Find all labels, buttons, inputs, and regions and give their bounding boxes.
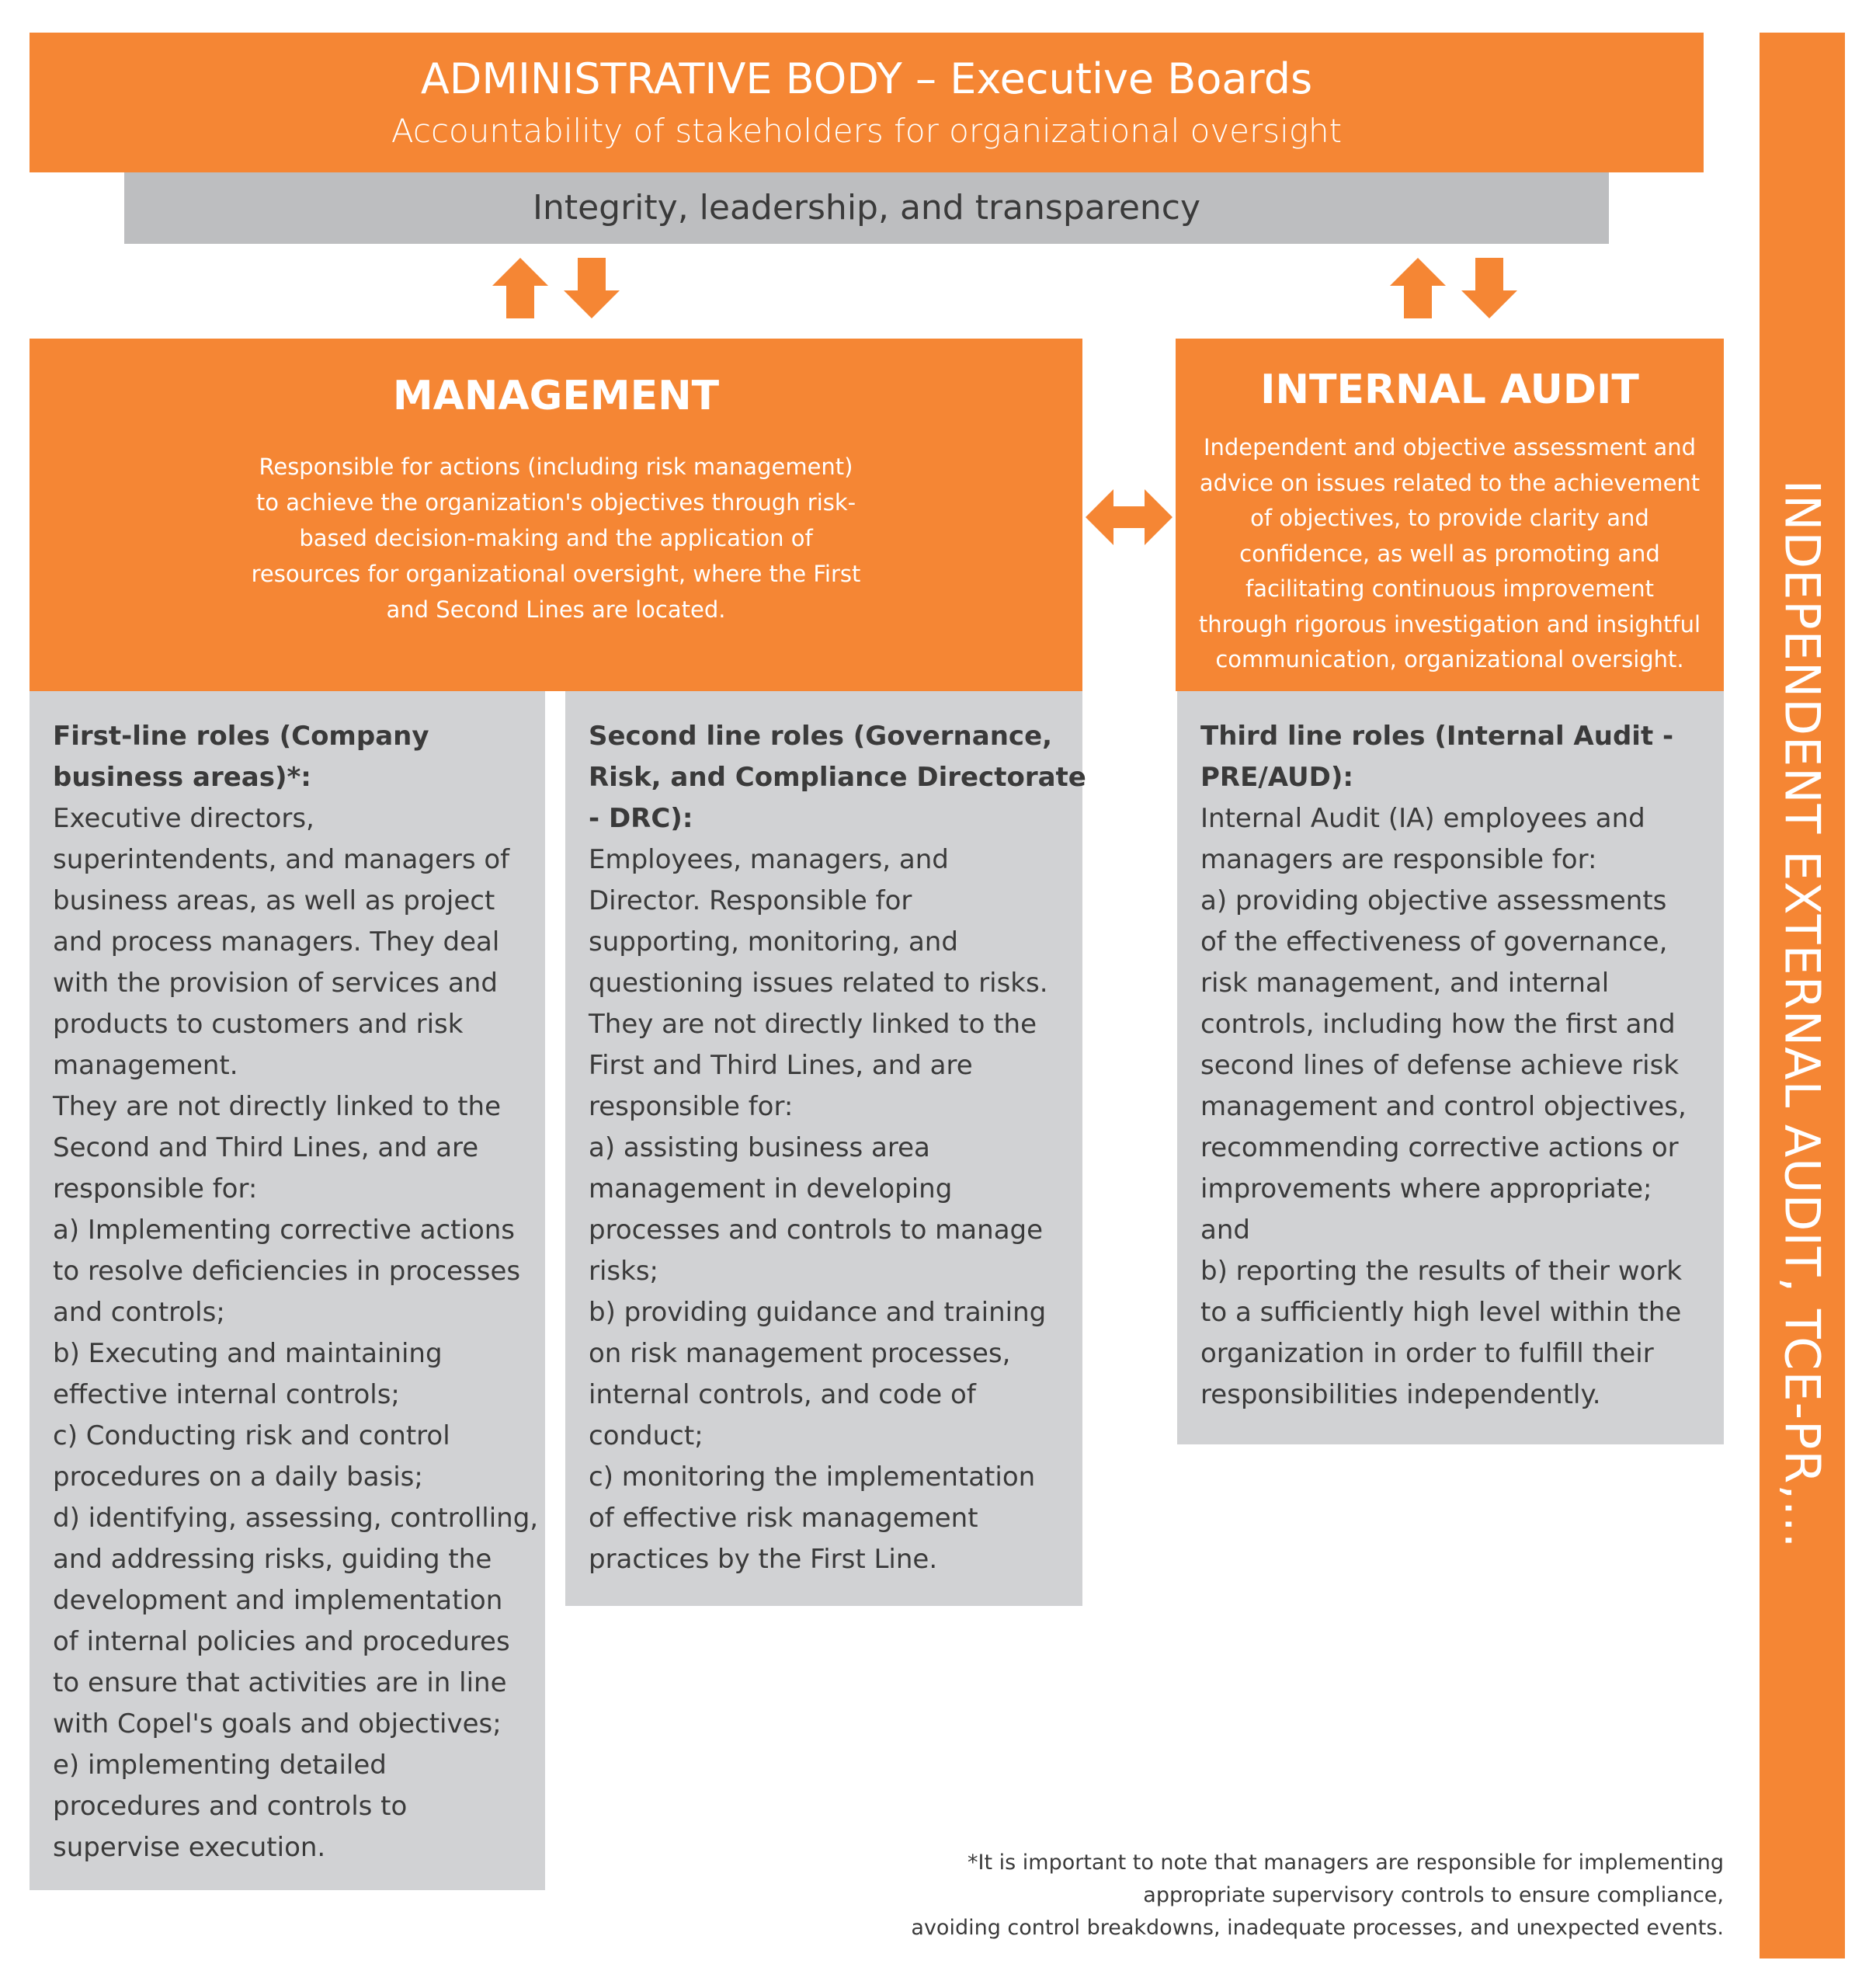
management-desc-line: based decision-making and the application of (299, 525, 813, 551)
second-line-text: internal controls, and code of (589, 1379, 976, 1410)
internal-audit-description (1182, 430, 1718, 678)
footnote-line: avoiding control breakdowns, inadequate processes, and unexpected events. (911, 1916, 1724, 1940)
third-line-text: improvements where appropriate; (1200, 1173, 1652, 1204)
administrative-body-title: ADMINISTRATIVE BODY – Executive Boards (420, 54, 1313, 103)
third-line-text: organization in order to fulfill their (1200, 1338, 1654, 1369)
second-line-text: on risk management processes, (589, 1338, 1011, 1369)
first-line-text: c) Conducting risk and control (53, 1420, 450, 1451)
first-line-text: supervise execution. (53, 1832, 326, 1863)
first-line-text: superintendents, and managers of (53, 844, 510, 875)
third-line-text: controls, including how the first and (1200, 1009, 1676, 1040)
down-arrow-icon (564, 258, 620, 318)
management-title: MANAGEMENT (392, 373, 720, 419)
up-down-arrows-icon-management (489, 258, 623, 320)
integrity-bar: Integrity, leadership, and transparency (124, 172, 1609, 244)
first-line-text: and controls; (53, 1297, 225, 1328)
third-line-text: of the effectiveness of governance, (1200, 926, 1668, 958)
first-line-heading: business areas)*: (53, 762, 311, 793)
third-line-text: responsibilities independently. (1200, 1379, 1601, 1410)
second-line-text: risks; (589, 1256, 658, 1287)
second-line-heading: Risk, and Compliance Directorate (589, 762, 1086, 793)
up-arrow-icon (1390, 258, 1446, 318)
audit-desc-line: confidence, as well as promoting and (1239, 540, 1660, 567)
second-line-text: b) providing guidance and training (589, 1297, 1047, 1328)
third-line-text: Internal Audit (IA) employees and (1200, 803, 1645, 834)
footnote (911, 1847, 1724, 1945)
second-line-roles-box (565, 691, 1086, 1606)
first-line-text: business areas, as well as project (53, 885, 495, 916)
third-line-text: to a sufficiently high level within the (1200, 1297, 1682, 1328)
third-line-text: recommending corrective actions or (1200, 1132, 1679, 1163)
audit-desc-line: of objectives, to provide clarity and (1250, 505, 1649, 531)
second-line-text: Director. Responsible for (589, 885, 912, 916)
first-line-text: and process managers. They deal (53, 926, 500, 958)
footnote-line: *It is important to note that managers are responsible for implementing (967, 1851, 1724, 1875)
second-line-text: supporting, monitoring, and (589, 926, 958, 958)
up-arrow-icon (492, 258, 548, 318)
third-line-text: risk management, and internal (1200, 968, 1610, 999)
second-line-text: c) monitoring the implementation (589, 1461, 1036, 1493)
first-line-text: Executive directors, (53, 803, 314, 834)
administrative-body-box (30, 33, 1704, 172)
management-desc-line: to achieve the organization's objectives through risk- (255, 489, 856, 516)
second-line-text: questioning issues related to risks. (589, 968, 1048, 999)
second-line-text: They are not directly linked to the (589, 1009, 1037, 1040)
second-line-text: First and Third Lines, and are (589, 1050, 973, 1081)
external-audit-label: INDEPENDENT EXTERNAL AUDIT, TCE-PR,... (1774, 479, 1831, 1549)
management-desc-line: Responsible for actions (including risk management) (259, 454, 853, 480)
first-line-text: d) identifying, assessing, controlling, (53, 1503, 539, 1534)
third-line-text: management and control objectives, (1200, 1091, 1687, 1122)
first-line-text: development and implementation (53, 1585, 503, 1616)
audit-desc-line: Independent and objective assessment and (1203, 434, 1697, 461)
second-line-text: of effective risk management (589, 1503, 978, 1534)
first-line-text: of internal policies and procedures (53, 1626, 510, 1657)
second-line-heading: - DRC): (589, 803, 693, 834)
internal-audit-box (1176, 339, 1724, 691)
management-desc-line: resources for organizational oversight, where the First (251, 561, 861, 587)
second-line-text: management in developing (589, 1173, 953, 1204)
second-line-heading: Second line roles (Governance, (589, 721, 1053, 752)
first-line-heading: First-line roles (Company (53, 721, 429, 752)
audit-desc-line: facilitating continuous improvement (1245, 575, 1654, 602)
third-line-text: and (1200, 1215, 1250, 1246)
management-box (30, 339, 1082, 691)
third-line-text: second lines of defense achieve risk (1200, 1050, 1680, 1081)
audit-desc-line: communication, organizational oversight. (1215, 646, 1684, 673)
left-right-arrow-icon (1084, 488, 1174, 547)
second-line-text: a) assisting business area (589, 1132, 930, 1163)
first-line-roles-box (30, 691, 545, 1890)
first-line-text: with Copel's goals and objectives; (53, 1708, 502, 1740)
audit-desc-line: through rigorous investigation and insightful (1198, 610, 1701, 638)
management-desc-line: and Second Lines are located. (386, 596, 726, 623)
administrative-body-subtitle: Accountability of stakeholders for organizational oversight (391, 112, 1343, 150)
third-line-heading: PRE/AUD): (1200, 762, 1353, 793)
up-down-arrows-icon-audit (1387, 258, 1520, 320)
first-line-text: products to customers and risk (53, 1009, 464, 1040)
management-description (245, 449, 867, 627)
second-line-text: Employees, managers, and (589, 844, 949, 875)
first-line-text: a) Implementing corrective actions (53, 1215, 516, 1246)
internal-audit-title: INTERNAL AUDIT (1260, 367, 1639, 413)
first-line-text: with the provision of services and (53, 968, 498, 999)
first-line-text: responsible for: (53, 1173, 258, 1204)
external-audit-band (1760, 33, 1845, 1958)
down-arrow-icon (1461, 258, 1517, 318)
third-line-text: a) providing objective assessments (1200, 885, 1667, 916)
first-line-text: procedures and controls to (53, 1791, 408, 1822)
third-line-text: b) reporting the results of their work (1200, 1256, 1683, 1287)
first-line-text: management. (53, 1050, 238, 1081)
third-line-text: managers are responsible for: (1200, 844, 1597, 875)
first-line-text: to ensure that activities are in line (53, 1667, 507, 1698)
second-line-text: processes and controls to manage (589, 1215, 1044, 1246)
third-line-heading: Third line roles (Internal Audit - (1200, 721, 1674, 752)
third-line-roles-box (1177, 691, 1724, 1444)
first-line-text: e) implementing detailed (53, 1750, 387, 1781)
second-line-text: conduct; (589, 1420, 704, 1451)
first-line-text: Second and Third Lines, and are (53, 1132, 479, 1163)
audit-desc-line: advice on issues related to the achievement (1199, 469, 1701, 496)
footnote-line: appropriate supervisory controls to ensure compliance, (1143, 1883, 1724, 1907)
second-line-text: practices by the First Line. (589, 1544, 938, 1575)
first-line-text: b) Executing and maintaining (53, 1338, 443, 1369)
first-line-text: procedures on a daily basis; (53, 1461, 423, 1493)
first-line-text: to resolve deficiencies in processes (53, 1256, 521, 1287)
first-line-text: They are not directly linked to the (53, 1091, 501, 1122)
second-line-text: responsible for: (589, 1091, 794, 1122)
first-line-text: effective internal controls; (53, 1379, 400, 1410)
first-line-text: and addressing risks, guiding the (53, 1544, 492, 1575)
